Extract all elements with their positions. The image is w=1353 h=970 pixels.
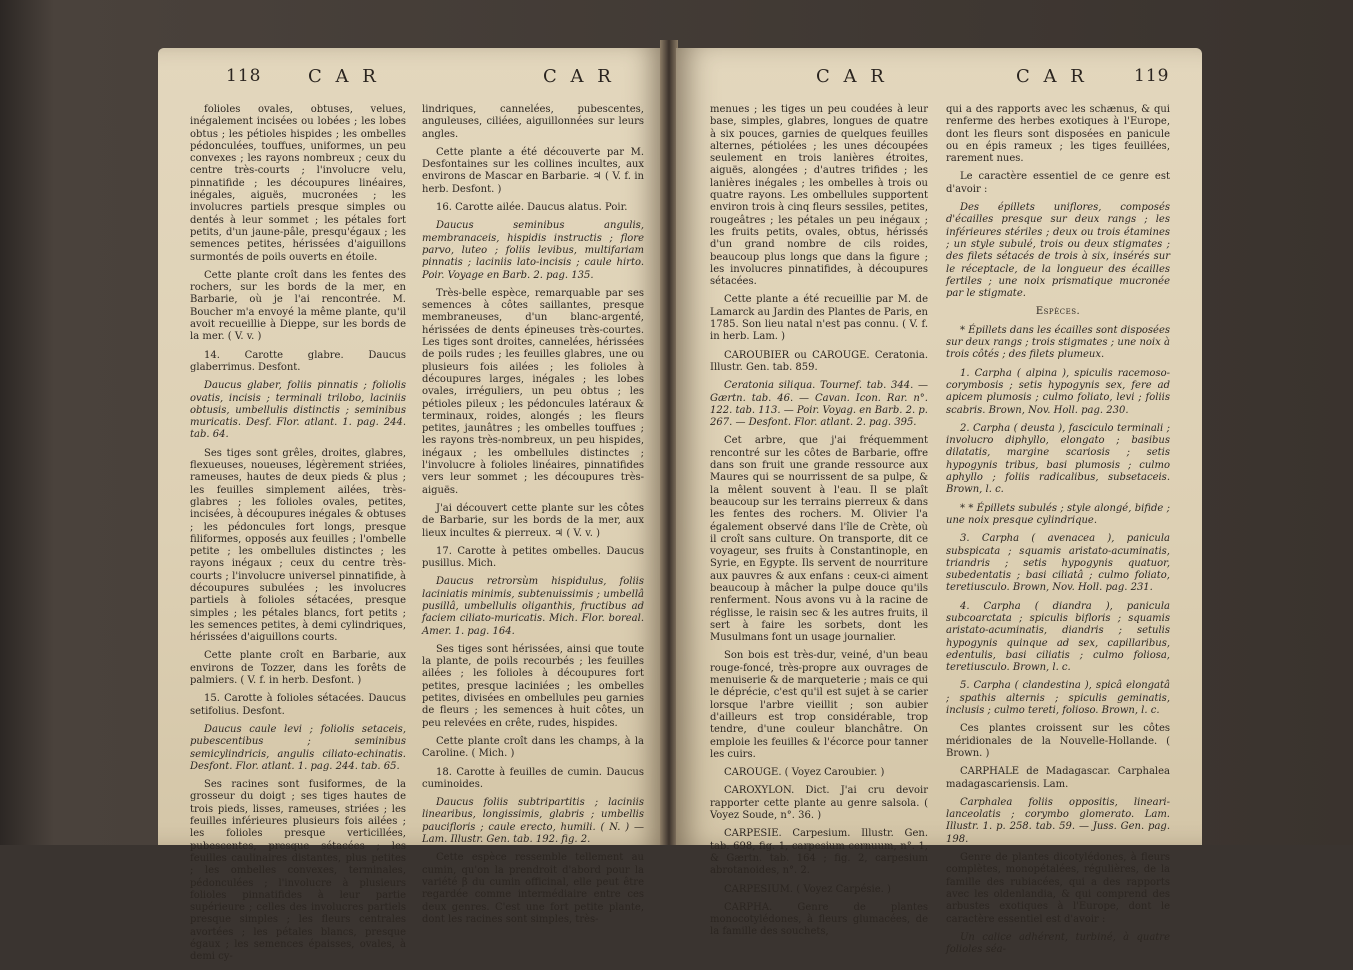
- species-heading: 16. Carotte ailée. Daucus alatus. Poir.: [436, 202, 628, 214]
- species-heading: 15. Carotte à folioles sétacées. Daucus setifolius. Desfont.: [190, 693, 406, 717]
- right-page-header: [676, 66, 1202, 92]
- character-description: Un calice adhérent, turbiné, à quatre folioles séa-: [946, 931, 1170, 956]
- paragraph: Ces plantes croissent sur les côtes méridionales de la Nouvelle-Hollande. ( Brown. ): [946, 723, 1170, 759]
- right-page-column-2: [946, 104, 1170, 962]
- paragraph: menues ; les tiges un peu coudées à leur base, simples, glabres, longues de quatre à six pouces, garnies de quelques feuilles alternes, pétiolées ; les unes découpées seulement en trois lanières étroites, aiguës, alongées ; d'autres trifides ; les lanières inégales ; les ombelles à trois ou quatre rayons. Les ombellules supportent environ trois à cinq fleurs sessiles, petites, rougeâtres ; les pétales un peu inégaux ; les fruits petits, ovales, obtus, hérissés d'un grand nombre de cils roides, beaucoup plus longs que dans la figure ; les involucres pinnatifides, à découpures sétacées.: [710, 104, 928, 288]
- paragraph: qui a des rapports avec les schænus, & qui renferme des herbes exotiques à l'Europe, dont les fleurs sont disposées en panicule ou en épis rameux ; les tiges feuillées, rarement nues.: [946, 104, 1170, 165]
- paragraph: Cet arbre, que j'ai fréquemment rencontré sur les côtes de Barbarie, offre dans son fruit une grande ressource aux Maures qui se nourrissent de sa pulpe, & la mêlent souvent à l'eau. Il se plaît beaucoup sur les terrains pierreux & dans les fentes des rochers. M. Olivier l'a également observé dans l'île de Crète, où il croît sans culture. On transporte, dit ce voyageur, ses fruits à Constantinople, en Syrie, en Egypte. Ils servent de nourriture aux pauvres & aux enfans : ceux-ci aiment beaucoup à mâcher la pulpe douce qu'ils renferment. Nous avons vu à la racine de réglisse, le raisin sec & les autres fruits, il sert à faire les sorbets, dont les Musulmans font un usage journalier.: [710, 435, 928, 644]
- right-page-column-1: [710, 104, 928, 945]
- column-header: C A R: [543, 66, 615, 87]
- paragraph: J'ai découvert cette plante sur les côtes de Barbarie, sur les bords de la mer, aux lieux incultes & pierreux. ♃ ( V. v. ): [422, 502, 644, 539]
- paragraph: Cette plante croît dans les fentes des rochers, sur les bords de la mer, en Barbarie, où je l'ai rencontrée. M. Boucher m'a envoyé la même plante, qu'il avoit recueillie à Dieppe, sur les bords de la mer. ( V. v. ): [190, 269, 406, 343]
- species-entry: 3. Carpha ( avenacea ), panicula subspicata ; squamis aristato-acuminatis, triandris ; setis hypogynis quatuor, subedentatis ; basi ciliatâ ; culmo foliato, teretiusculo. Brown, Nov. Holl. pag. 231.: [946, 533, 1170, 594]
- species-entry: 4. Carpha ( diandra ), panicula subcoarctata ; spiculis bifloris ; squamis aristato-acuminatis, diandris ; setulis hypogynis quinque ad sex, capillaribus, edentulis, basi ciliatis ; culmo foliosa, teretiusculo. Brown, l. c.: [946, 600, 1170, 674]
- latin-diagnosis: Ceratonia siliqua. Tournef. tab. 344. — Gærtn. tab. 46. — Cavan. Icon. Rar. n°. 122. tab. 113. — Poir. Voyag. en Barb. 2. p. 267. — Desfont. Flor. atlant. 2. pag. 395.: [710, 380, 928, 429]
- paragraph: Cette plante a été recueillie par M. de Lamarck au Jardin des Plantes de Paris, en 1785. Son lieu natal n'est pas connu. ( V. f. in herb. Lam. ): [710, 294, 928, 343]
- latin-diagnosis: Carphalea foliis oppositis, lineari-lanceolatis ; corymbo glomerato. Lam. Illustr. 1. p. 258. tab. 59. — Juss. Gen. pag. 198.: [946, 796, 1170, 845]
- paragraph: Ses tiges sont grêles, droites, glabres, flexueuses, noueuses, légèrement striées, rameuses, hautes de deux pieds & plus ; les feuilles simplement ailées, très-glabres ; les folioles ovales, petites, incisées, à découpures inégales & obtuses ; les pédoncules fort longs, presque filiformes, opposés aux feuilles ; l'ombelle petite ; les ombellules distinctes ; les rayons inégaux ; ceux du centre très-courts ; l'involucre universel pinnatifide, à découpures subulées ; les involucres partiels à folioles sétacées, presque simples ; les pétales blancs, fort petits ; les semences petites, à demi cylindriques, hérissées d'aiguillons courts.: [190, 447, 406, 644]
- section-heading: Espèces.: [1035, 306, 1081, 318]
- species-heading: 14. Carotte glabre. Daucus glaberrimus. Desfont.: [190, 349, 406, 373]
- paragraph: lindriques, cannelées, pubescentes, anguleuses, ciliées, aiguillonnées sur leurs angles.: [422, 104, 644, 140]
- paragraph: Cette plante croît en Barbarie, aux environs de Tozzer, dans les forêts de palmiers. ( V. f. in herb. Desfont. ): [190, 650, 406, 687]
- species-entry: 1. Carpha ( alpina ), spiculis racemoso-corymbosis ; setis hypogynis sex, fere ad apicem plumosis ; culmo foliato, levi ; foliis scabris. Brown, Nov. Holl. pag. 230.: [946, 367, 1170, 416]
- paragraph: Cette plante croît dans les champs, à la Caroline. ( Mich. ): [422, 735, 644, 760]
- latin-diagnosis: Daucus glaber, foliis pinnatis ; foliolis ovatis, incisis ; terminali trilobo, laciniis obtusis, umbellulis distinctis ; seminibus muricatis. Desf. Flor. atlant. 1. pag. 244. tab. 64.: [190, 380, 406, 441]
- latin-diagnosis: Daucus seminibus angulis, membranaceis, hispidis instructis ; flore parvo, luteo ; foliis levibus, multifariam pinnatis ; laciniis lato-incisis ; caule hirto. Poir. Voyage en Barb. 2. pag. 135.: [422, 220, 644, 281]
- left-page-header: [158, 66, 662, 92]
- species-heading: 18. Carotte à feuilles de cumin. Daucus cuminoides.: [422, 766, 644, 790]
- left-page: [158, 48, 662, 963]
- species-entry: 2. Carpha ( deusta ), fasciculo terminali ; involucro diphyllo, elongato ; basibus dilatatis, margine scariosis ; setis hypogynis tribus, basi plumosis ; culmo aphyllo ; foliis radicalibus, subsetaceis. Brown, l. c.: [946, 422, 1170, 496]
- latin-diagnosis: Daucus retrorsùm hispidulus, foliis laciniatis minimis, subtenuissimis ; umbellâ pusillâ, umbellulis oliganthis, fructibus ad faciem ciliato-muricatis. Mich. Flor. boreal. Amer. 1. pag. 164.: [422, 576, 644, 637]
- page-number: 118: [226, 66, 262, 86]
- column-header: C A R: [308, 66, 380, 87]
- left-page-column-1: [190, 104, 406, 970]
- genus-heading: CAROUGE. ( Voyez Caroubier. ): [724, 767, 885, 779]
- paragraph: Son bois est très-dur, veiné, d'un beau rouge-foncé, très-propre aux ouvrages de menuiserie & de marqueterie ; mais ce qui le déprécie, c'est qu'il est sujet à se carier lorsque l'arbre vieillit ; son aubier d'ailleurs est trop considérable, trop tendre, d'une couleur blanchâtre. On emploie les feuilles & l'écorce pour tanner les cuirs.: [710, 650, 928, 760]
- paragraph: folioles ovales, obtuses, velues, inégalement incisées ou lobées ; les lobes obtus ; les pétioles hispides ; les ombelles pédonculées, touffues, uniformes, un peu convexes ; les rayons nombreux ; ceux du centre très-courts ; l'involucre velu, pinnatifide ; les découpures linéaires, inégales, aiguës, mucronées ; les involucres partiels presque simples ou dentés à leur sommet ; les pétales fort petits, d'un jaune-pâle, presqu'égaux ; les semences petites, hérissées d'aiguillons surmontés de poils ouverts en étoile.: [190, 104, 406, 263]
- right-page: [676, 48, 1202, 956]
- genus-heading: CARPESIUM. ( Voyez Carpésie. ): [724, 883, 891, 895]
- paragraph: Ses racines sont fusiformes, de la grosseur du doigt ; ses tiges hautes de trois pieds, lisses, rameuses, striées ; les feuilles inférieures plusieurs fois ailées ; les folioles presque verticillées, pubescentes, presque sétacées ; les feuilles caulinaires distantes, plus petites ; les ombelles convexes, terminales, pédonculées ; l'involucre à plusieurs folioles pinnatifides à leur partie supérieure ; celles des involucres partiels presque simples ; les fleurs centrales avortées ; les pétales blancs, presque égaux ; les semences épaisses, ovales, à demi cy-: [190, 779, 406, 963]
- genus-heading: CARPHA. Genre de plantes monocotylédones, à fleurs glumacées, de la famille des souchets,: [710, 901, 928, 938]
- subsection-note: * Épillets dans les écailles sont disposées sur deux rangs ; trois stigmates ; une noix à trois côtés ; des filets plumeux.: [946, 324, 1170, 361]
- paragraph: Cette espèce ressemble tellement au cumin, qu'on la prendroit d'abord pour la variété β du cumin officinal, elle peut être regardée comme intermédiaire entre ces deux genres. C'est une fort petite plante, dont les racines sont simples, très-: [422, 852, 644, 925]
- character-description: Des épillets uniflores, composés d'écailles presque sur deux rangs ; les inférieures stériles ; deux ou trois étamines ; un style subulé, trois ou deux stigmates ; des filets sétacés de trois à six, insérés sur le réceptacle, de la longueur des écailles fertiles ; une noix prismatique mucronée par le stigmate.: [946, 202, 1170, 300]
- paragraph: Très-belle espèce, remarquable par ses semences à côtes saillantes, presque membraneuses, d'un blanc-argenté, hérissées de dents épineuses très-courtes. Les tiges sont droites, cannelées, hérissées de poils rudes ; les feuilles glabres, une ou plusieurs fois ailées ; les folioles à découpures larges, inégales ; les lobes ovales, irréguliers, un peu obtus ; les pétioles pileux ; les pédoncules latéraux & terminaux, roides, alongés ; les fleurs petites, jaunâtres ; les ombelles touffues ; les rayons très-nombreux, un peu hispides, inégaux ; les ombellules distinctes ; l'involucre à folioles linéaires, pinnatifides vers leur sommet ; les découpures très-aiguës.: [422, 287, 644, 496]
- column-header: C A R: [816, 66, 888, 87]
- latin-diagnosis: Daucus foliis subtripartitis ; laciniis linearibus, longissimis, glabris ; umbellis paucifloris ; caule erecto, humili. ( N. ) — Lam. Illustr. Gen. tab. 192. fig. 2.: [422, 797, 644, 846]
- paragraph: Genre de plantes dicotylédones, à fleurs complètes, monopétalées, régulières, de la famille des rubiacées, qui a des rapports avec les oldenlandia, & qui comprend des arbustes exotiques à l'Europe, dont le caractère essentiel est d'avoir :: [946, 852, 1170, 925]
- column-header: C A R: [1016, 66, 1088, 87]
- genus-heading: CARPESIE. Carpesium. Illustr. Gen. tab. 698, fig. 1, carpesium cernuum, n°. 1, & Gærtn. tab. 164 ; fig. 2, carpesium abrotanoides, n°. 2.: [710, 828, 928, 877]
- paragraph: Cette plante a été découverte par M. Desfontaines sur les collines incultes, aux environs de Mascar en Barbarie. ♃ ( V. f. in herb. Desfont. ): [422, 146, 644, 195]
- left-page-column-2: [422, 104, 644, 932]
- species-heading: 17. Carotte à petites ombelles. Daucus pusillus. Mich.: [422, 545, 644, 570]
- genus-heading: CAROXYLON. Dict. J'ai cru devoir rapporter cette plante au genre salsola. ( Voyez Soude, n°. 36. ): [710, 785, 928, 822]
- paragraph: Ses tiges sont hérissées, ainsi que toute la plante, de poils recourbés ; les feuilles ailées ; les folioles à découpures fort petites, presque laciniées ; les ombelles petites, divisées en ombellules peu garnies de fleurs ; les semences à huit côtes, un peu relevées en crête, rudes, hispides.: [422, 643, 644, 729]
- latin-diagnosis: Daucus caule levi ; foliolis setaceis, pubescentibus ; seminibus semicylindricis, angulis ciliato-echinatis. Desfont. Flor. atlant. 1. pag. 244. tab. 65.: [190, 723, 406, 772]
- subsection-note: * * Épillets subulés ; style alongé, bifide ; une noix presque cylindrique.: [946, 502, 1170, 526]
- paragraph: Le caractère essentiel de ce genre est d'avoir :: [946, 171, 1170, 195]
- genus-heading: CAROUBIER ou CAROUGE. Ceratonia. Illustr. Gen. tab. 859.: [710, 349, 928, 373]
- species-entry: 5. Carpha ( clandestina ), spicâ elongatâ ; spathis alternis ; spiculis geminatis, inclusis ; culmo tereti, folioso. Brown, l. c.: [946, 680, 1170, 717]
- page-number: 119: [1134, 66, 1170, 86]
- genus-heading: CARPHALE de Madagascar. Carphalea madagascariensis. Lam.: [946, 766, 1170, 790]
